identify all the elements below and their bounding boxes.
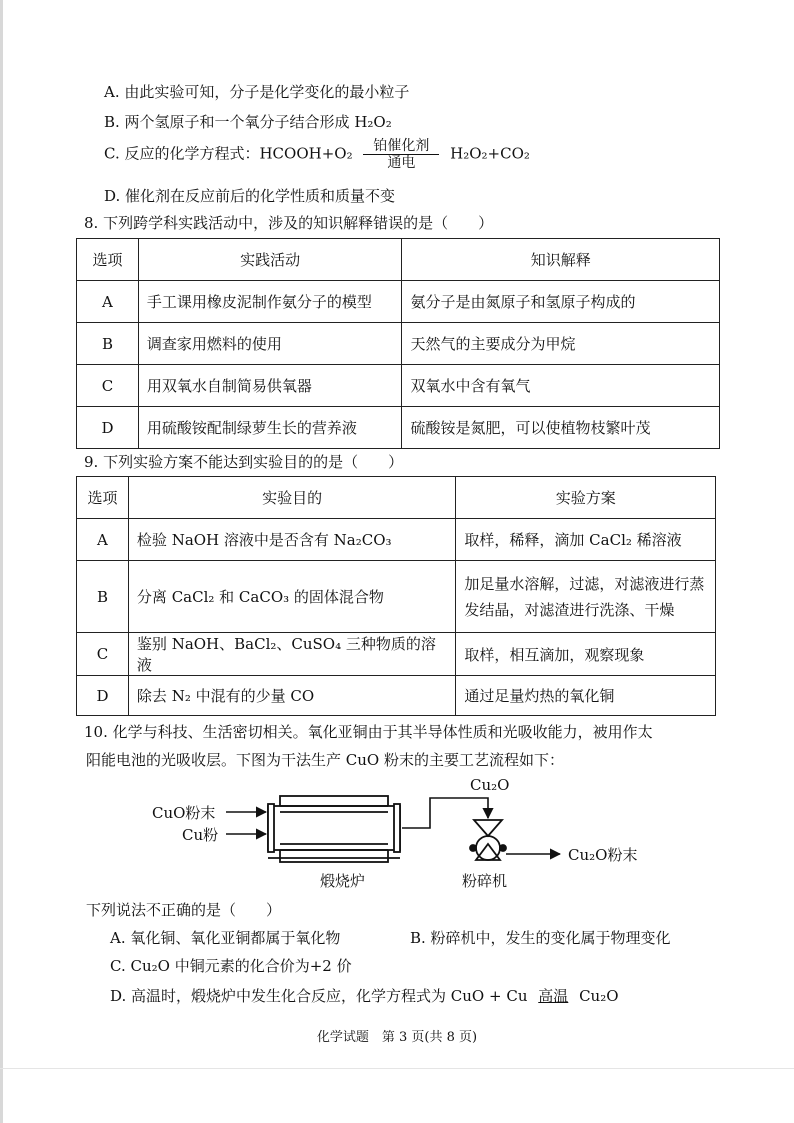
crusher-icon (470, 820, 506, 860)
table-row (77, 281, 720, 323)
furnace-label: 煅烧炉 (320, 872, 366, 890)
table-row (77, 519, 716, 561)
option-cell: D (77, 676, 129, 716)
purpose-cell: 除去 N₂ 中混有的少量 CO (128, 676, 455, 716)
q10-option-d (110, 986, 619, 1006)
option-cell: A (77, 519, 129, 561)
table-header-row (77, 239, 720, 281)
q8-stem: 8. 下列跨学科实践活动中，涉及的知识解释错误的是（ ） (84, 214, 494, 232)
q9-stem: 9. 下列实验方案不能达到实验目的的是（ ） (84, 453, 404, 471)
intermediate-label: Cu₂O (470, 776, 510, 794)
transfer-arrow (402, 798, 488, 828)
activity-cell: 手工课用橡皮泥制作氨分子的模型 (138, 281, 402, 323)
explanation-cell: 双氧水中含有氧气 (402, 365, 720, 407)
table-row (77, 365, 720, 407)
reaction-condition (363, 138, 439, 171)
option-d-product: Cu₂O (579, 987, 619, 1005)
purpose-cell: 分离 CaCl₂ 和 CaCO₃ 的固体混合物 (128, 561, 455, 633)
header-cell: 知识解释 (402, 239, 720, 281)
explanation-cell: 硫酸铵是氮肥，可以使植物枝繁叶茂 (402, 407, 720, 449)
option-d-text: D. 高温时，煅烧炉中发生化合反应，化学方程式为 CuO + Cu (110, 987, 528, 1005)
option-cell: C (77, 365, 139, 407)
header-cell: 选项 (77, 239, 139, 281)
q8-table (76, 238, 720, 449)
header-cell: 实践活动 (138, 239, 402, 281)
activity-cell: 用双氧水自制简易供氧器 (138, 365, 402, 407)
option-cell: A (77, 281, 139, 323)
option-cell: D (77, 407, 139, 449)
table-row (77, 323, 720, 365)
q7-option-c (104, 138, 530, 171)
furnace-icon (268, 796, 400, 862)
equation-products: H₂O₂+CO₂ (450, 144, 530, 163)
q10-stem: 下列说法不正确的是（ ） (86, 901, 282, 919)
purpose-cell: 鉴别 NaOH、BaCl₂、CuSO₄ 三种物质的溶液 (128, 633, 455, 676)
table-row (77, 676, 716, 716)
q7-option-d: D. 催化剂在反应前后的化学性质和质量不变 (104, 187, 396, 205)
output-label: Cu₂O粉末 (568, 846, 638, 864)
q9-table (76, 476, 716, 716)
q10-intro-line1: 10. 化学与科技、生活密切相关。氧化亚铜由于其半导体性质和光吸收能力，被用作太 (84, 723, 653, 741)
header-cell: 实验目的 (128, 477, 455, 519)
header-cell: 选项 (77, 477, 129, 519)
scan-edge-bottom (0, 1068, 794, 1069)
explanation-cell: 天然气的主要成分为甲烷 (402, 323, 720, 365)
option-cell: C (77, 633, 129, 676)
scan-edge (0, 0, 3, 1123)
q10-option-b: B. 粉碎机中，发生的变化属于物理变化 (410, 929, 671, 947)
equation-reactants: C. 反应的化学方程式：HCOOH+O₂ (104, 144, 353, 163)
q10-intro-line2: 阳能电池的光吸收层。下图为干法生产 CuO 粉末的主要工艺流程如下： (86, 751, 564, 769)
option-cell: B (77, 323, 139, 365)
header-cell: 实验方案 (456, 477, 716, 519)
activity-cell: 用硫酸铵配制绿萝生长的营养液 (138, 407, 402, 449)
crusher-label: 粉碎机 (462, 872, 508, 890)
q10-option-c: C. Cu₂O 中铜元素的化合价为+2 价 (110, 957, 352, 975)
option-cell: B (77, 561, 129, 633)
explanation-cell: 氨分子是由氮原子和氢原子构成的 (402, 281, 720, 323)
q10-option-a: A. 氧化铜、氧化亚铜都属于氧化物 (110, 929, 341, 947)
activity-cell: 调查家用燃料的使用 (138, 323, 402, 365)
table-row (77, 633, 716, 676)
input-cuo-label: CuO粉末 (152, 804, 216, 822)
page-footer: 化学试题 第 3 页(共 8 页) (316, 1030, 478, 1045)
q7-option-a: A. 由此实验可知，分子是化学变化的最小粒子 (104, 83, 410, 101)
input-cu-label: Cu粉 (182, 826, 219, 844)
catalyst-label: 铂催化剂 (373, 138, 430, 154)
condition-label: 通电 (387, 155, 416, 171)
process-flow-diagram (140, 774, 680, 896)
method-cell: 通过足量灼热的氧化铜 (456, 676, 716, 716)
method-cell: 取样，相互滴加，观察现象 (456, 633, 716, 676)
table-row (77, 407, 720, 449)
q7-option-b: B. 两个氢原子和一个氧分子结合形成 H₂O₂ (104, 113, 392, 131)
table-row (77, 561, 716, 633)
method-cell: 取样，稀释，滴加 CaCl₂ 稀溶液 (456, 519, 716, 561)
table-header-row (77, 477, 716, 519)
reaction-condition-high-temp: 高温 (538, 987, 569, 1005)
purpose-cell: 检验 NaOH 溶液中是否含有 Na₂CO₃ (128, 519, 455, 561)
method-cell: 加足量水溶解，过滤，对滤液进行蒸发结晶，对滤渣进行洗涤、干燥 (456, 561, 716, 633)
